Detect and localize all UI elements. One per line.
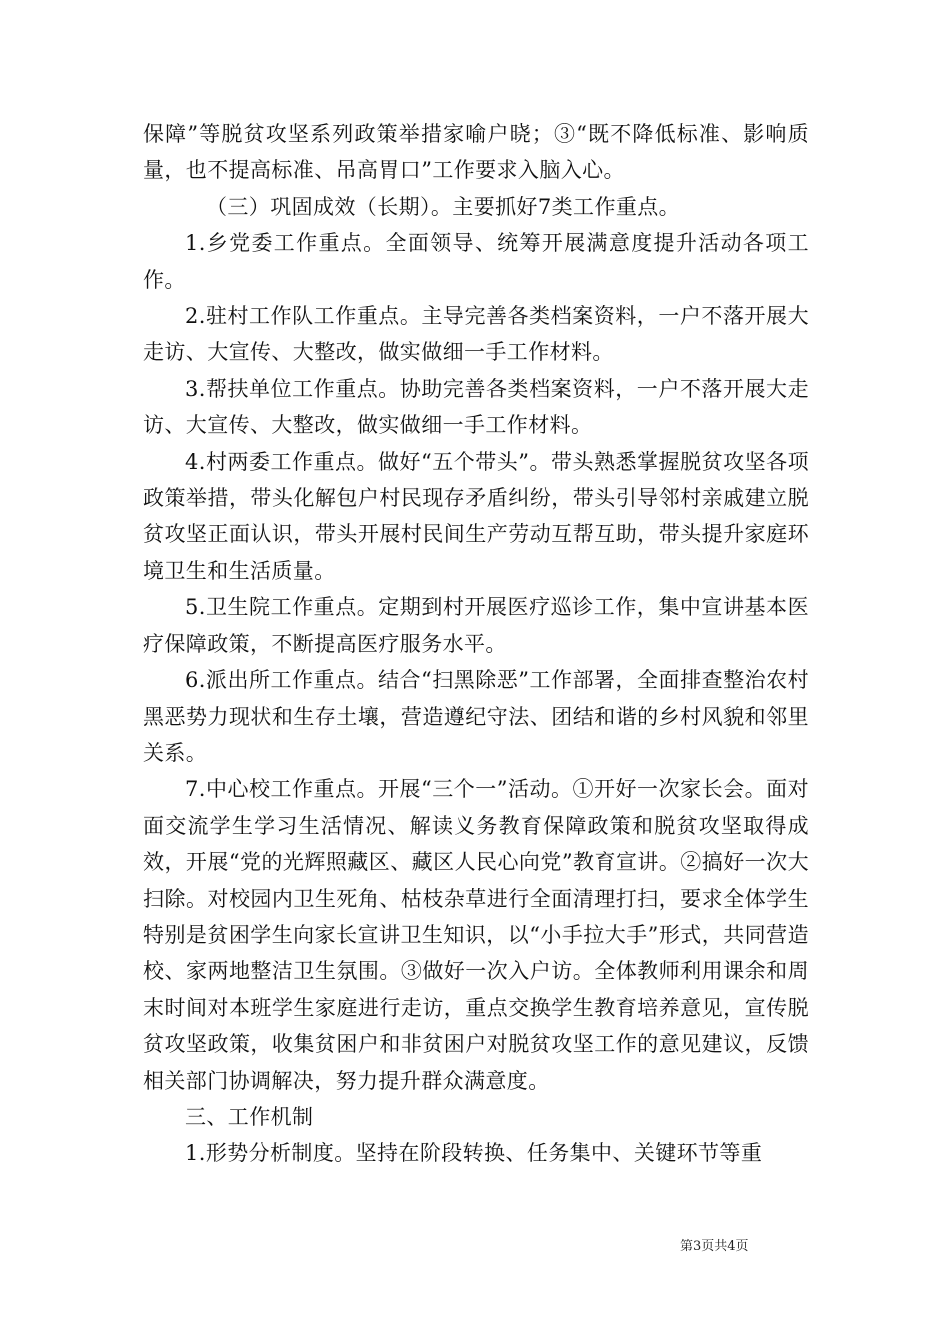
paragraph-item-3: 3.帮扶单位工作重点。协助完善各类档案资料，一户不落开展大走访、大宣传、大整改，做实做细一手工作材料。 bbox=[143, 376, 809, 438]
paragraph-item-7: 7.中心校工作重点。开展“三个一”活动。①开好一次家长会。面对面交流学生学习生活情况、解读义务教育保障政策和脱贫攻坚取得成效，开展“党的光辉照藏区、藏区人民心向党”教育宣讲。②搞好一次大扫除。对校园内卫生死角、枯枝杂草进行全面清理打扫，要求全体学生特别是贫困学生向家长宣讲卫生知识，以“小手拉大手”形式，共同营造校、家两地整洁卫生氛围。③做好一次入户访。全体教师利用课余和周末时间对本班学生家庭进行走访，重点交换学生教育培养意见，宣传脱贫攻坚政策，收集贫困户和非贫困户对脱贫攻坚工作的意见建议，反馈相关部门协调解决，努力提升群众满意度。 bbox=[143, 777, 809, 1093]
paragraph-continued: 保障”等脱贫攻坚系列政策举措家喻户晓；③“既不降低标准、影响质量，也不提高标准、吊高胃口”工作要求入脑入心。 bbox=[143, 122, 809, 183]
page-number-footer: 第3页共4页 bbox=[680, 1239, 749, 1254]
document-body bbox=[143, 116, 809, 1172]
paragraph-mechanism-1: 1.形势分析制度。坚持在阶段转换、任务集中、关键环节等重 bbox=[185, 1141, 763, 1166]
paragraph-item-4: 4.村两委工作重点。做好“五个带头”。带头熟悉掌握脱贫攻坚各项政策举措，带头化解包户村民现存矛盾纠纷，带头引导邻村亲戚建立脱贫攻坚正面认识，带头开展村民间生产劳动互帮互助，带头提升家庭环境卫生和生活质量。 bbox=[143, 449, 809, 583]
paragraph-item-2: 2.驻村工作队工作重点。主导完善各类档案资料，一户不落开展大走访、大宣传、大整改，做实做细一手工作材料。 bbox=[143, 304, 809, 365]
section-heading-mechanism: 三、工作机制 bbox=[185, 1104, 314, 1129]
paragraph-section-consolidate: （三）巩固成效（长期）。主要抓好7类工作重点。 bbox=[206, 194, 681, 219]
paragraph-item-1: 1.乡党委工作重点。全面领导、统筹开展满意度提升活动各项工作。 bbox=[143, 231, 809, 292]
paragraph-item-5: 5.卫生院工作重点。定期到村开展医疗巡诊工作，集中宣讲基本医疗保障政策，不断提高医疗服务水平。 bbox=[143, 595, 809, 656]
paragraph-item-6: 6.派出所工作重点。结合“扫黑除恶”工作部署，全面排查整治农村黑恶势力现状和生存土壤，营造遵纪守法、团结和谐的乡村风貌和邻里关系。 bbox=[143, 668, 809, 765]
